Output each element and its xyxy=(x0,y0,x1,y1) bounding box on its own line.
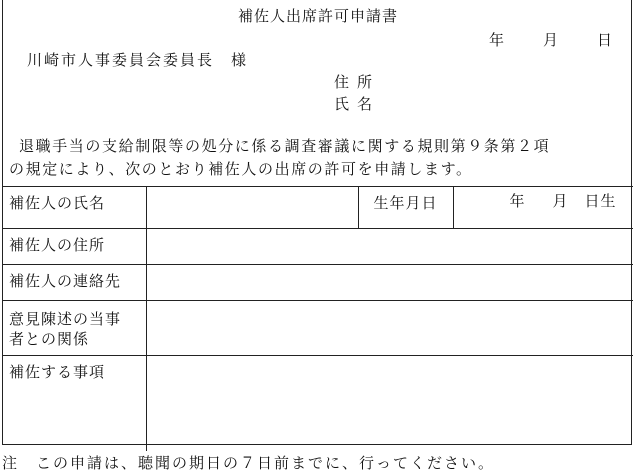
applicant-address-label: 住所 xyxy=(334,73,381,91)
assistant-contact-field[interactable] xyxy=(146,265,633,301)
assistant-address-field[interactable] xyxy=(146,229,633,265)
birth-date-field[interactable] xyxy=(453,187,633,229)
footnote: 注 この申請は、聴聞の期日の７日前までに、行ってください。 xyxy=(2,454,496,472)
date-day: 日 xyxy=(597,31,613,49)
assistant-name-label: 補佐人の氏名 xyxy=(3,187,146,229)
birth-date-label: 生年月日 xyxy=(358,187,453,229)
assistant-name-field[interactable] xyxy=(146,187,358,229)
addressee: 川崎市人事委員会委員長 様 xyxy=(27,51,249,69)
table-row xyxy=(3,187,633,229)
table-row xyxy=(3,265,633,301)
document-title: 補佐人出席許可申請書 xyxy=(237,7,398,25)
date-year: 年 xyxy=(489,31,505,49)
application-form xyxy=(2,0,632,445)
body-text-line-2: の規定により、次のとおり補佐人の出席の許可を申請します。 xyxy=(9,160,473,178)
relationship-field[interactable] xyxy=(146,301,633,356)
table-row xyxy=(3,356,633,451)
date-month: 月 xyxy=(543,31,559,49)
relationship-label-line-2: 者との関係 xyxy=(9,330,90,348)
assisted-matters-label: 補佐する事項 xyxy=(3,356,146,451)
birth-year-unit: 年 xyxy=(509,192,525,210)
applicant-name-label: 氏名 xyxy=(334,95,381,113)
table-row xyxy=(3,229,633,265)
birth-month-unit: 月 xyxy=(552,192,568,210)
relationship-label xyxy=(3,301,146,356)
details-table xyxy=(3,186,633,451)
assistant-contact-label: 補佐人の連絡先 xyxy=(3,265,146,301)
assistant-address-label: 補佐人の住所 xyxy=(3,229,146,265)
table-row xyxy=(3,301,633,356)
relationship-label-line-1: 意見陳述の当事 xyxy=(9,310,122,328)
assisted-matters-field[interactable] xyxy=(146,356,633,451)
birth-day-unit: 日生 xyxy=(584,192,617,210)
body-text-line-1: 退職手当の支給制限等の処分に係る調査審議に関する規則第９条第２項 xyxy=(19,137,551,155)
